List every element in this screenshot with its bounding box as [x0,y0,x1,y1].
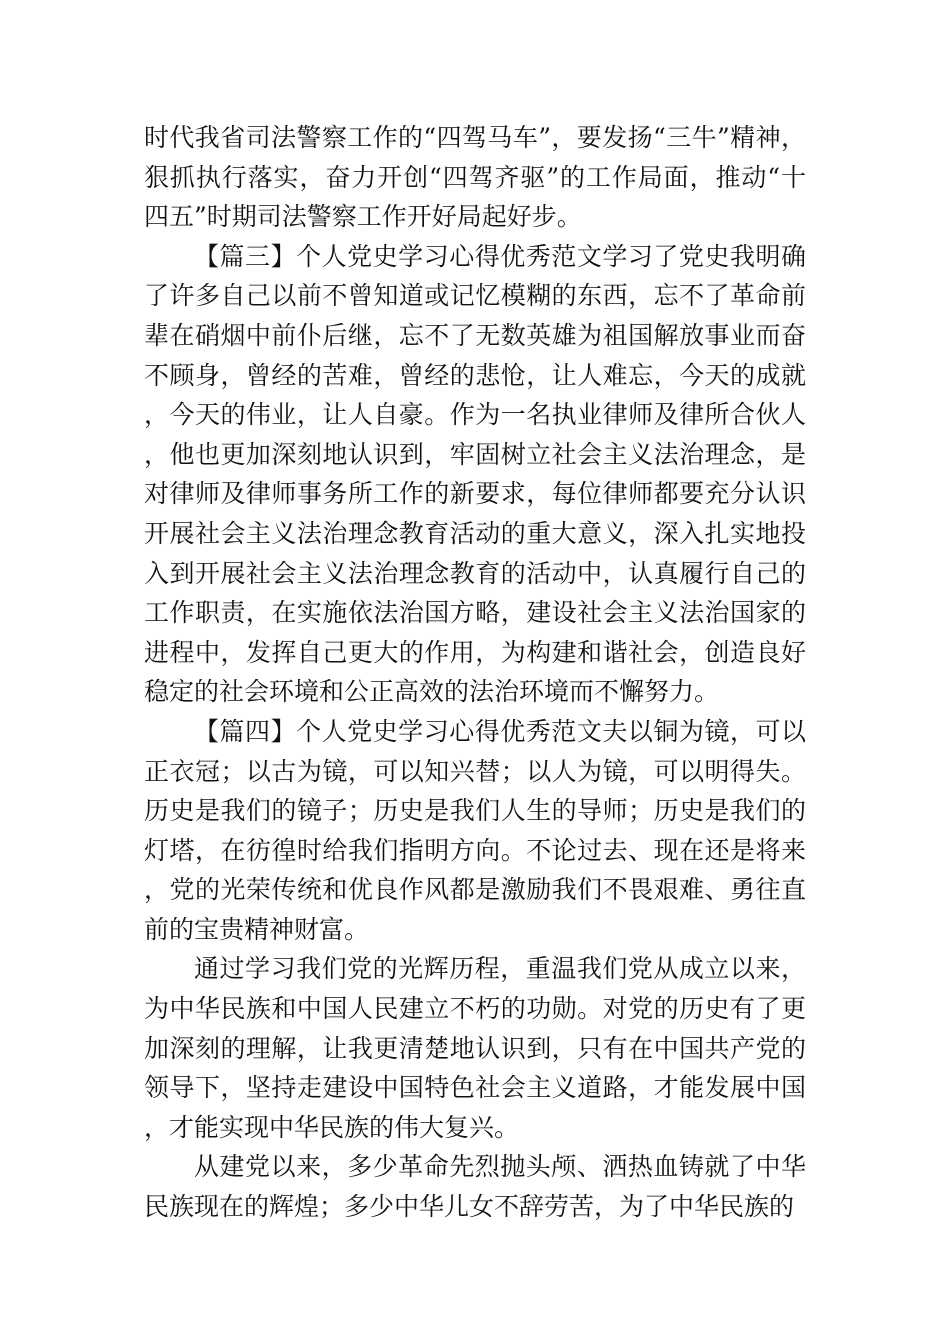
document-page [144,118,806,1227]
paragraph-continuation: 时代我省司法警察工作的“四驾马车”，要发扬“三牛”精神，狠抓执行落实，奋力开创“四驾齐驱”的工作局面，推动“十四五”时期司法警察工作开好局起好步。 [144,123,806,232]
paragraph-part-three: 【篇三】个人党史学习心得优秀范文学习了党史我明确了许多自己以前不曾知道或记忆模糊的东西，忘不了革命前辈在硝烟中前仆后继，忘不了无数英雄为祖国解放事业而奋不顾身，曾经的苦难，曾经的悲怆，让人难忘，今天的成就，今天的伟业，让人自豪。作为一名执业律师及律所合伙人，他也更加深刻地认识到，牢固树立社会主义法治理念，是对律师及律师事务所工作的新要求，每位律师都要充分认识开展社会主义法治理念教育活动的重大意义，深入扎实地投入到开展社会主义法治理念教育的活动中，认真履行自己的工作职责，在实施依法治国方略，建设社会主义法治国家的进程中，发挥自己更大的作用，为构建和谐社会，创造良好稳定的社会环境和公正高效的法治环境而不懈努力。 [144,241,806,707]
paragraph-party-history: 通过学习我们党的光辉历程，重温我们党从成立以来，为中华民族和中国人民建立不朽的功勋。对党的历史有了更加深刻的理解，让我更清楚地认识到，只有在中国共产党的领导下，坚持走建设中国特色社会主义道路，才能发展中国，才能实现中华民族的伟大复兴。 [144,954,806,1142]
paragraph-since-founding: 从建党以来，多少革命先烈抛头颅、洒热血铸就了中华民族现在的辉煌；多少中华儿女不辞劳苦，为了中华民族的 [144,1152,806,1222]
paragraph-part-four: 【篇四】个人党史学习心得优秀范文夫以铜为镜，可以正衣冠；以古为镜，可以知兴替；以人为镜，可以明得失。历史是我们的镜子；历史是我们人生的导师；历史是我们的灯塔，在彷徨时给我们指明方向。不论过去、现在还是将来，党的光荣传统和优良作风都是激励我们不畏艰难、勇往直前的宝贵精神财富。 [144,716,806,944]
